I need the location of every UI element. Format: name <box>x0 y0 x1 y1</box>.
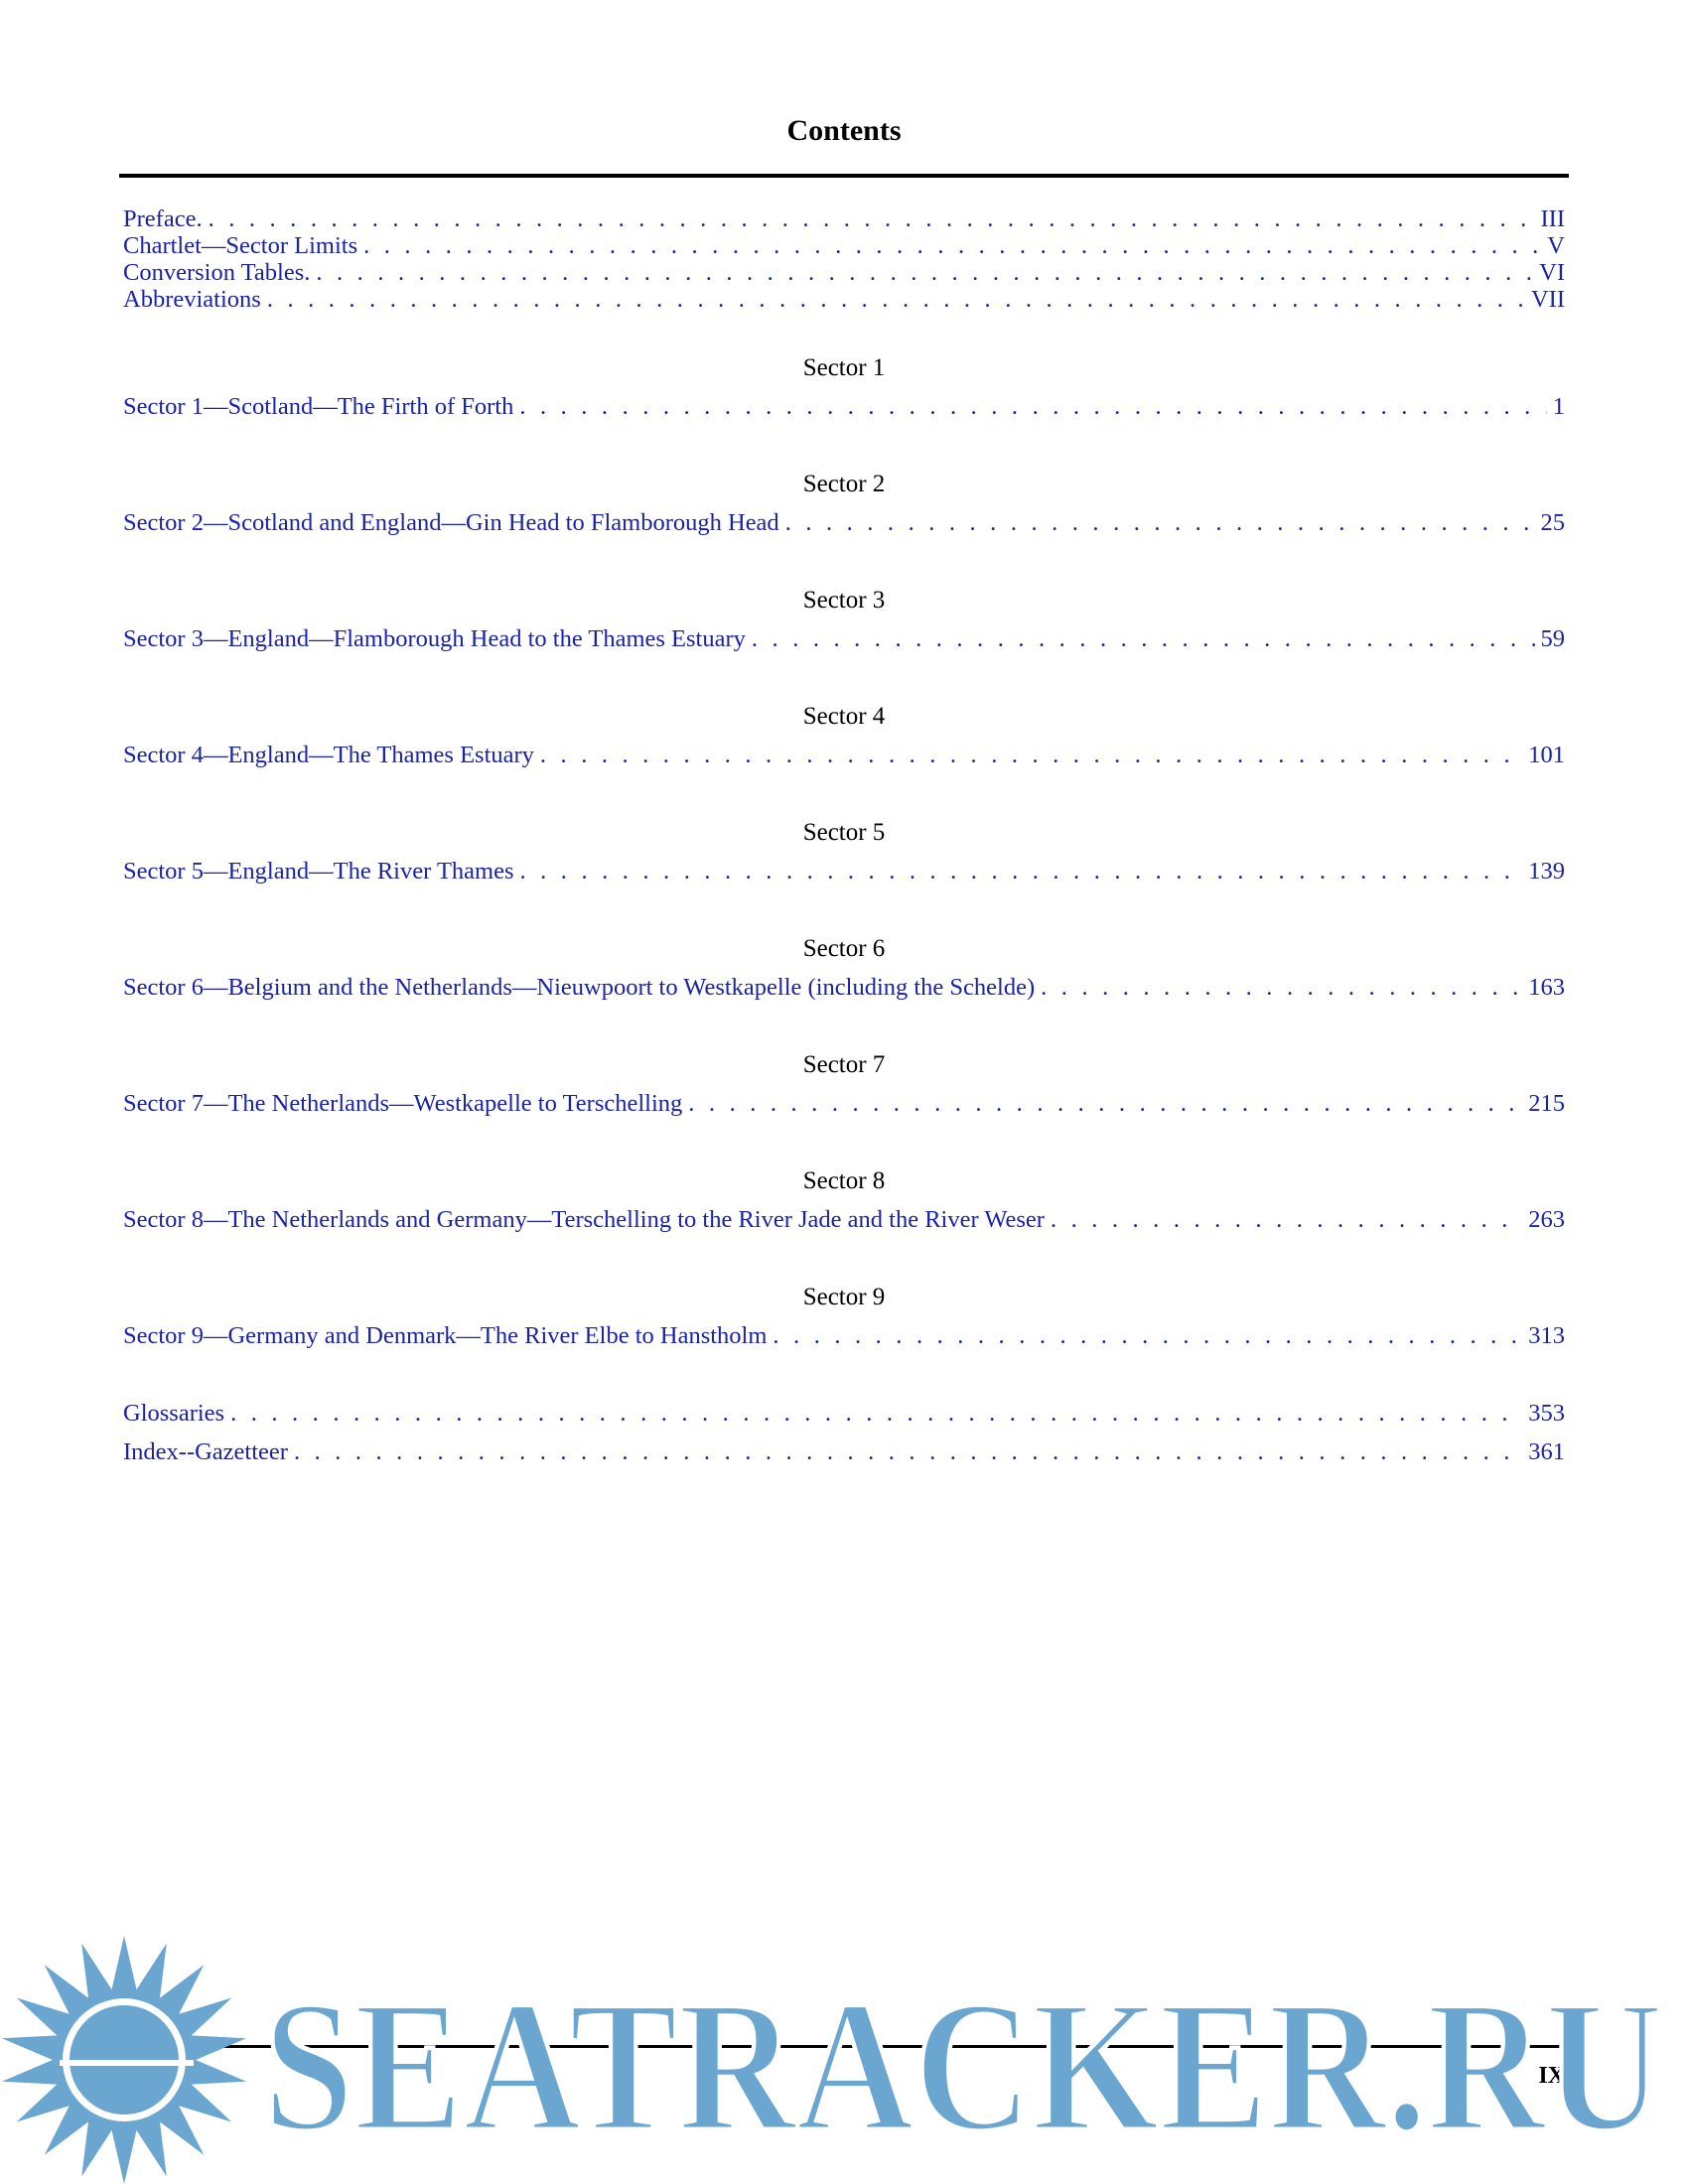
toc-entry-chartlet[interactable] <box>123 232 1565 259</box>
toc-entry-sector-6[interactable] <box>123 974 1565 1002</box>
toc-entry-abbreviations[interactable] <box>123 286 1565 313</box>
dot-leader <box>363 232 1541 259</box>
toc-entry-sector-3[interactable] <box>123 625 1565 653</box>
watermark-logo <box>0 1931 1688 2184</box>
toc-entry-page: 1 <box>1552 393 1565 420</box>
dot-leader <box>230 1400 1522 1428</box>
toc-entry-glossaries[interactable] <box>123 1400 1565 1428</box>
toc-entry-page: VII <box>1530 286 1565 313</box>
dot-leader <box>316 259 1533 286</box>
toc-entry-label: Sector 6—Belgium and the Netherlands—Nieuwpoort to Westkapelle (including the Schelde) <box>123 974 1036 1001</box>
toc-entry-page: 361 <box>1528 1438 1565 1465</box>
toc-entry-page: 163 <box>1528 974 1565 1001</box>
dot-leader <box>785 509 1535 537</box>
dot-leader <box>1041 974 1522 1002</box>
toc-entry-page: 353 <box>1528 1400 1565 1427</box>
dot-leader <box>773 1322 1522 1350</box>
sector-heading: Sector 7 <box>802 1051 886 1078</box>
sector-heading: Sector 5 <box>802 819 886 846</box>
toc-entry-sector-1[interactable] <box>123 393 1565 421</box>
dot-leader <box>209 205 1535 232</box>
sector-heading: Sector 3 <box>802 587 886 614</box>
toc-entry-label: Sector 1—Scotland—The Firth of Forth <box>123 393 514 420</box>
watermark-text: SEATRACKER.RU <box>263 1963 1663 2171</box>
toc-entry-label: Glossaries <box>123 1400 225 1427</box>
dot-leader <box>1051 1206 1522 1234</box>
toc-entry-index-gazetteer[interactable] <box>123 1438 1565 1466</box>
dot-leader <box>267 286 1525 313</box>
toc-entry-page: 101 <box>1528 742 1565 768</box>
toc-entry-page: 25 <box>1540 509 1565 536</box>
toc-entry-label: Abbreviations <box>123 286 261 313</box>
toc-entry-page: V <box>1547 232 1565 259</box>
toc-entry-page: 263 <box>1528 1206 1565 1233</box>
sector-heading: Sector 2 <box>802 471 886 497</box>
dot-leader <box>520 858 1523 886</box>
toc-entry-sector-4[interactable] <box>123 742 1565 769</box>
toc-entry-label: Sector 7—The Netherlands—Westkapelle to Terschelling <box>123 1090 683 1117</box>
toc-entry-page: 215 <box>1528 1090 1565 1117</box>
dot-leader <box>540 742 1522 769</box>
toc-entry-page: 59 <box>1540 625 1565 652</box>
dot-leader <box>519 393 1546 421</box>
sector-heading: Sector 6 <box>802 935 886 962</box>
toc-entry-sector-2[interactable] <box>123 509 1565 537</box>
toc-entry-label: Conversion Tables. <box>123 259 311 286</box>
toc-entry-label: Sector 4—England—The Thames Estuary <box>123 742 534 768</box>
sector-heading: Sector 1 <box>802 354 886 381</box>
sector-heading: Sector 4 <box>802 703 886 730</box>
toc-entry-label: Chartlet—Sector Limits <box>123 232 358 259</box>
front-matter-list <box>123 205 1565 313</box>
dot-leader <box>294 1438 1522 1466</box>
toc-entry-sector-8[interactable] <box>123 1206 1565 1234</box>
toc-entry-sector-5[interactable] <box>123 858 1565 886</box>
toc-entry-label: Sector 8—The Netherlands and Germany—Terschelling to the River Jade and the River Weser <box>123 1206 1045 1233</box>
toc-entry-label: Sector 9—Germany and Denmark—The River Elbe to Hanstholm <box>123 1322 768 1349</box>
toc-entry-page: III <box>1540 205 1565 232</box>
toc-entry-label: Preface. <box>123 205 203 232</box>
toc-entry-conversion-tables[interactable] <box>123 259 1565 286</box>
toc-entry-page: 139 <box>1528 858 1565 885</box>
sector-heading: Sector 9 <box>802 1284 886 1310</box>
toc-entry-label: Sector 2—Scotland and England—Gin Head to Flamborough Head <box>123 509 779 536</box>
toc-entry-label: Sector 3—England—Flamborough Head to the Thames Estuary <box>123 625 746 652</box>
toc-entry-page: 313 <box>1528 1322 1565 1349</box>
dot-leader <box>752 625 1535 653</box>
page-title: Contents <box>786 114 902 147</box>
toc-entry-label: Sector 5—England—The River Thames <box>123 858 514 885</box>
toc-entry-sector-9[interactable] <box>123 1322 1565 1350</box>
dot-leader <box>688 1090 1522 1118</box>
toc-entry-preface[interactable] <box>123 205 1565 232</box>
title-rule <box>119 174 1569 178</box>
toc-entry-label: Index--Gazetteer <box>123 1438 288 1465</box>
sector-heading: Sector 8 <box>802 1167 886 1194</box>
sun-icon <box>2 1936 246 2184</box>
toc-entry-sector-7[interactable] <box>123 1090 1565 1118</box>
footer-page-number: IX <box>1538 2063 1565 2089</box>
toc-entry-page: VI <box>1539 259 1565 286</box>
